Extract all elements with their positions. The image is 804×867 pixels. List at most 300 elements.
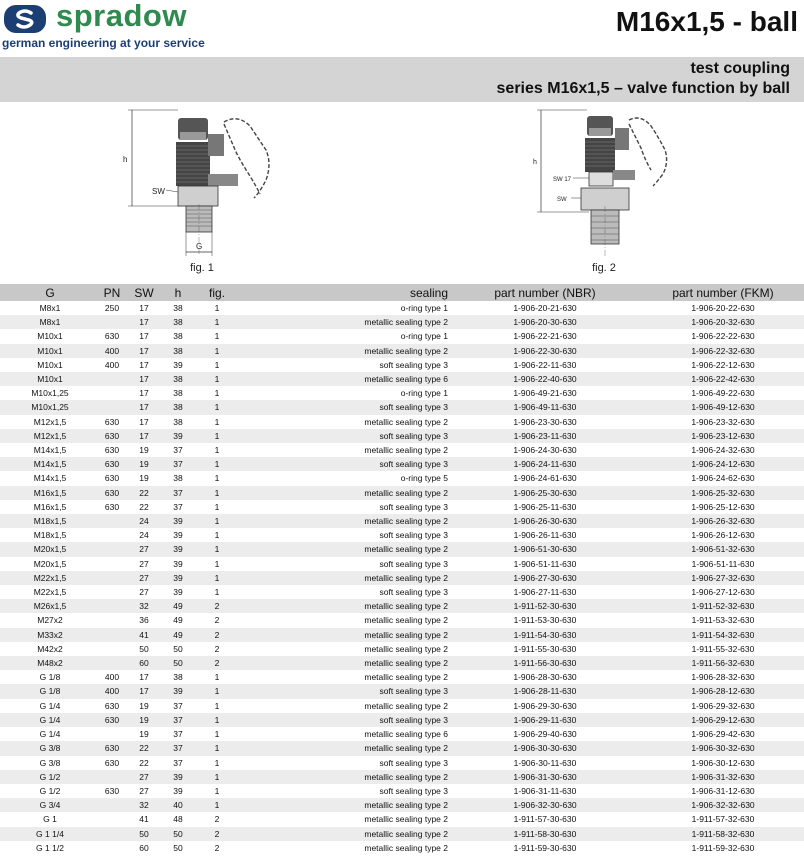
cell-sealing: metallic sealing type 2 — [364, 445, 448, 456]
cell-part-nbr: 1-906-30-30-630 — [448, 741, 642, 755]
table-row — [0, 557, 804, 571]
cell-part-fkm: 1-906-31-12-630 — [691, 785, 755, 796]
cell-fig: 2 — [214, 643, 220, 654]
cell-h: 39 — [173, 558, 183, 569]
cell-pn: 400 — [104, 359, 120, 370]
cell-g: M12x1,5 — [0, 429, 100, 443]
col-header-sw: SW — [124, 284, 164, 301]
table-row — [0, 841, 804, 855]
cell-pn — [100, 557, 124, 571]
cell-sw: 24 — [139, 530, 149, 541]
cell-part-fkm: 1-906-24-62-630 — [691, 473, 755, 484]
cell-g: G 1/8 — [0, 684, 100, 698]
cell-pn: 630 — [104, 501, 120, 512]
cell-g: M20x1,5 — [0, 542, 100, 556]
cell-sw: 27 — [124, 571, 164, 585]
table-row — [0, 500, 804, 514]
cell-fig: 1 — [214, 785, 220, 796]
cell-part-fkm: 1-906-31-32-630 — [642, 770, 804, 784]
brand-name: spradow — [56, 0, 187, 33]
cell-sw: 19 — [139, 729, 149, 740]
table-row — [0, 642, 804, 656]
cell-h: 38 — [164, 315, 192, 329]
cell-g: M27x2 — [37, 615, 63, 626]
cell-pn — [100, 585, 124, 599]
col-header-fig: fig. — [192, 284, 242, 301]
cell-g: G 1/4 — [39, 700, 61, 711]
cell-fig: 1 — [214, 359, 220, 370]
table-row — [0, 756, 804, 770]
cell-part-fkm: 1-906-23-12-630 — [642, 429, 804, 443]
table-row — [0, 301, 804, 315]
cell-sealing: metallic sealing type 2 — [242, 315, 448, 329]
cell-h: 50 — [164, 656, 192, 670]
cell-part-fkm: 1-906-27-32-630 — [642, 571, 804, 585]
table-row — [0, 514, 804, 528]
cell-h: 50 — [173, 643, 183, 654]
cell-sealing: soft sealing type 3 — [242, 429, 448, 443]
cell-pn — [100, 841, 124, 855]
cell-part-fkm: 1-906-25-12-630 — [691, 501, 755, 512]
cell-sw: 22 — [139, 501, 149, 512]
cell-pn: 400 — [100, 344, 124, 358]
cell-g: G 1 1/2 — [36, 842, 64, 853]
cell-g: G 1 1/4 — [0, 827, 100, 841]
cell-sealing: soft sealing type 3 — [379, 558, 448, 569]
table-row — [0, 386, 804, 400]
cell-sw: 36 — [139, 615, 149, 626]
cell-pn: 630 — [100, 457, 124, 471]
cell-h: 38 — [164, 400, 192, 414]
cell-g: M14x1,5 — [33, 445, 67, 456]
cell-g: M48x2 — [0, 656, 100, 670]
cell-sealing: metallic sealing type 2 — [242, 656, 448, 670]
cell-g: M12x1,5 — [33, 416, 67, 427]
cell-sealing: metallic sealing type 2 — [242, 599, 448, 613]
cell-part-nbr: 1-911-56-30-630 — [448, 656, 642, 670]
col-header-nbr: part number (NBR) — [448, 284, 642, 301]
parts-table-container — [0, 284, 804, 855]
cell-sealing: o-ring type 5 — [400, 473, 448, 484]
cell-h: 38 — [164, 372, 192, 386]
cell-fig: 1 — [192, 713, 242, 727]
cell-part-fkm: 1-906-29-42-630 — [691, 729, 755, 740]
cell-fig: 2 — [192, 599, 242, 613]
cell-part-nbr: 1-911-57-30-630 — [513, 814, 577, 825]
cell-fig: 1 — [192, 315, 242, 329]
cell-part-fkm: 1-906-26-12-630 — [691, 530, 755, 541]
cell-sw: 19 — [124, 457, 164, 471]
fig2-sw-label: SW — [557, 197, 567, 203]
cell-pn: 400 — [104, 672, 120, 683]
cell-part-nbr: 1-906-29-11-630 — [448, 713, 642, 727]
cell-part-fkm: 1-906-51-11-630 — [691, 558, 755, 569]
cell-sw: 22 — [124, 741, 164, 755]
cell-sealing: metallic sealing type 2 — [242, 741, 448, 755]
col-header-g: G — [0, 284, 100, 301]
cell-g: G 3/8 — [39, 757, 61, 768]
table-row — [0, 344, 804, 358]
cell-sw: 41 — [139, 814, 149, 825]
cell-pn — [100, 798, 124, 812]
cell-sw: 32 — [124, 798, 164, 812]
cell-fig: 1 — [192, 684, 242, 698]
cell-pn — [100, 542, 124, 556]
cell-part-fkm: 1-911-57-32-630 — [691, 814, 755, 825]
cell-pn — [100, 571, 124, 585]
cell-g: M18x1,5 — [0, 514, 100, 528]
cell-fig: 1 — [192, 344, 242, 358]
cell-g: M20x1,5 — [33, 558, 67, 569]
cell-g: M18x1,5 — [33, 530, 67, 541]
cell-sw: 22 — [139, 757, 149, 768]
cell-sealing: soft sealing type 3 — [242, 457, 448, 471]
parts-table-body — [0, 301, 804, 855]
cell-sw: 17 — [124, 315, 164, 329]
cell-sw: 17 — [124, 372, 164, 386]
cell-part-fkm: 1-911-59-32-630 — [691, 842, 755, 853]
cell-sw: 17 — [139, 331, 149, 342]
cell-fig: 1 — [214, 672, 220, 683]
cell-part-nbr: 1-906-31-30-630 — [448, 770, 642, 784]
cell-part-fkm: 1-906-24-32-630 — [691, 445, 755, 456]
cell-sw: 27 — [124, 770, 164, 784]
cell-pn — [100, 528, 124, 542]
table-row — [0, 443, 804, 457]
cell-part-nbr: 1-906-24-61-630 — [513, 473, 577, 484]
fig2-sw17-label: SW 17 — [553, 177, 572, 183]
cell-sealing: metallic sealing type 6 — [242, 372, 448, 386]
table-row — [0, 784, 804, 798]
table-row — [0, 727, 804, 741]
cell-part-fkm: 1-906-22-42-630 — [642, 372, 804, 386]
cell-sw: 17 — [139, 672, 149, 683]
cell-h: 37 — [164, 741, 192, 755]
cell-sw: 17 — [124, 400, 164, 414]
cell-h: 39 — [173, 530, 183, 541]
cell-h: 37 — [173, 501, 183, 512]
cell-part-nbr: 1-906-23-11-630 — [448, 429, 642, 443]
cell-part-fkm: 1-906-49-22-630 — [691, 388, 755, 399]
cell-sealing: metallic sealing type 2 — [242, 571, 448, 585]
cell-pn: 630 — [104, 757, 120, 768]
cell-sw: 60 — [124, 656, 164, 670]
cell-pn: 630 — [100, 486, 124, 500]
table-row — [0, 827, 804, 841]
cell-g: M33x2 — [0, 628, 100, 642]
cell-part-nbr: 1-906-24-30-630 — [513, 445, 577, 456]
cell-pn — [100, 514, 124, 528]
cell-h: 37 — [173, 700, 183, 711]
table-row — [0, 315, 804, 329]
parts-table — [0, 284, 804, 855]
cell-h: 39 — [164, 514, 192, 528]
cell-g: G 1/2 — [0, 770, 100, 784]
cell-part-nbr: 1-906-51-11-630 — [513, 558, 577, 569]
cell-part-nbr: 1-911-54-30-630 — [448, 628, 642, 642]
cell-part-fkm: 1-906-22-12-630 — [691, 359, 755, 370]
cell-part-fkm: 1-906-32-32-630 — [642, 798, 804, 812]
title-band — [0, 57, 804, 102]
cell-sealing: metallic sealing type 2 — [242, 486, 448, 500]
cell-fig: 1 — [192, 400, 242, 414]
cell-sealing: metallic sealing type 2 — [364, 643, 448, 654]
cell-sw: 17 — [139, 303, 149, 313]
cell-g: G 1/8 — [39, 672, 61, 683]
cell-sealing: soft sealing type 3 — [379, 359, 448, 370]
cell-part-nbr: 1-911-53-30-630 — [513, 615, 577, 626]
subtitle-product: test coupling — [690, 60, 790, 77]
table-row — [0, 812, 804, 826]
cell-part-fkm: 1-911-53-32-630 — [691, 615, 755, 626]
brand-tagline: german engineering at your service — [2, 36, 205, 50]
table-row — [0, 585, 804, 599]
cell-sw: 17 — [124, 344, 164, 358]
cell-pn: 400 — [100, 684, 124, 698]
table-row — [0, 571, 804, 585]
cell-sw: 19 — [139, 700, 149, 711]
cell-sw: 19 — [139, 445, 149, 456]
cell-part-nbr: 1-906-29-30-630 — [513, 700, 577, 711]
cell-part-fkm: 1-911-52-32-630 — [642, 599, 804, 613]
cell-sealing: metallic sealing type 2 — [242, 344, 448, 358]
cell-part-nbr: 1-906-25-30-630 — [448, 486, 642, 500]
cell-sealing: metallic sealing type 2 — [242, 542, 448, 556]
cell-h: 50 — [173, 842, 183, 853]
cell-h: 37 — [164, 486, 192, 500]
cell-pn — [100, 827, 124, 841]
table-row — [0, 542, 804, 556]
cell-g: M22x1,5 — [0, 571, 100, 585]
cell-g: G 1 — [43, 814, 57, 825]
subtitle-series: series M16x1,5 – valve function by ball — [496, 80, 790, 97]
cell-g: M26x1,5 — [0, 599, 100, 613]
cell-fig: 1 — [192, 429, 242, 443]
cell-fig: 1 — [214, 700, 220, 711]
cell-fig: 1 — [192, 542, 242, 556]
cell-part-fkm: 1-906-25-32-630 — [642, 486, 804, 500]
cell-h: 39 — [164, 770, 192, 784]
cell-h: 39 — [164, 684, 192, 698]
cell-fig: 1 — [214, 445, 220, 456]
cell-g: M10x1 — [0, 372, 100, 386]
cell-h: 38 — [173, 303, 183, 313]
cell-part-fkm: 1-911-54-32-630 — [642, 628, 804, 642]
cell-h: 38 — [173, 473, 183, 484]
cell-fig: 2 — [214, 814, 220, 825]
cell-part-fkm: 1-906-51-32-630 — [642, 542, 804, 556]
cell-fig: 1 — [214, 416, 220, 427]
table-row — [0, 684, 804, 698]
cell-fig: 1 — [214, 729, 220, 740]
cell-g: M16x1,5 — [0, 486, 100, 500]
cell-h: 38 — [173, 416, 183, 427]
cell-h: 37 — [173, 757, 183, 768]
cell-g: M10x1,25 — [31, 388, 69, 399]
cell-part-fkm: 1-906-20-22-630 — [691, 303, 755, 313]
cell-g: G 3/8 — [0, 741, 100, 755]
table-row — [0, 528, 804, 542]
cell-part-fkm: 1-906-29-12-630 — [642, 713, 804, 727]
cell-part-fkm: 1-906-28-12-630 — [642, 684, 804, 698]
cell-fig: 1 — [214, 558, 220, 569]
cell-sw: 27 — [124, 542, 164, 556]
table-row — [0, 656, 804, 670]
cell-pn — [100, 628, 124, 642]
cell-pn: 250 — [104, 303, 120, 313]
cell-pn — [100, 372, 124, 386]
cell-h: 39 — [173, 785, 183, 796]
cell-g: G 1/2 — [39, 785, 61, 796]
cell-part-nbr: 1-906-28-30-630 — [513, 672, 577, 683]
cell-pn: 630 — [100, 429, 124, 443]
header — [0, 0, 804, 56]
cell-h: 37 — [173, 445, 183, 456]
cell-part-fkm: 1-906-29-32-630 — [691, 700, 755, 711]
cell-part-nbr: 1-906-32-30-630 — [448, 798, 642, 812]
cell-part-nbr: 1-906-49-11-630 — [448, 400, 642, 414]
cell-part-nbr: 1-906-26-30-630 — [448, 514, 642, 528]
cell-fig: 2 — [192, 628, 242, 642]
cell-sw: 17 — [139, 416, 149, 427]
cell-h: 38 — [173, 672, 183, 683]
cell-part-fkm: 1-906-27-12-630 — [691, 587, 755, 598]
cell-pn — [100, 656, 124, 670]
cell-part-fkm: 1-906-24-12-630 — [642, 457, 804, 471]
col-header-pn: PN — [100, 284, 124, 301]
table-row — [0, 486, 804, 500]
cell-sealing: metallic sealing type 2 — [364, 700, 448, 711]
cell-g: M10x1,25 — [0, 400, 100, 414]
cell-g: G 1/4 — [0, 713, 100, 727]
cell-pn — [100, 400, 124, 414]
cell-sealing: metallic sealing type 6 — [364, 729, 448, 740]
cell-sealing: soft sealing type 3 — [379, 785, 448, 796]
table-row — [0, 613, 804, 627]
cell-part-fkm: 1-906-22-22-630 — [691, 331, 755, 342]
cell-pn: 630 — [104, 473, 120, 484]
table-row — [0, 457, 804, 471]
cell-fig: 1 — [192, 798, 242, 812]
cell-h: 49 — [173, 615, 183, 626]
cell-fig: 1 — [214, 757, 220, 768]
table-row — [0, 400, 804, 414]
cell-part-fkm: 1-911-56-32-630 — [642, 656, 804, 670]
fig2-h-label: h — [533, 159, 537, 166]
cell-part-nbr: 1-906-49-21-630 — [513, 388, 577, 399]
cell-h: 38 — [173, 331, 183, 342]
cell-sealing: metallic sealing type 2 — [364, 416, 448, 427]
cell-h: 39 — [173, 587, 183, 598]
fig1-sw-label: SW — [152, 187, 165, 196]
cell-h: 50 — [164, 827, 192, 841]
figure-2-drawing — [525, 106, 690, 276]
table-row — [0, 358, 804, 372]
col-header-sealing: sealing — [242, 284, 448, 301]
col-header-fkm: part number (FKM) — [642, 284, 804, 301]
cell-sw: 17 — [124, 429, 164, 443]
cell-part-nbr: 1-911-59-30-630 — [513, 842, 577, 853]
cell-part-nbr: 1-906-22-11-630 — [513, 359, 577, 370]
cell-h: 37 — [173, 729, 183, 740]
cell-pn: 630 — [104, 445, 120, 456]
table-row — [0, 429, 804, 443]
cell-part-fkm: 1-906-28-32-630 — [691, 672, 755, 683]
cell-h: 49 — [164, 599, 192, 613]
cell-sealing: metallic sealing type 2 — [242, 628, 448, 642]
cell-sw: 22 — [124, 486, 164, 500]
cell-fig: 1 — [192, 571, 242, 585]
cell-g: M10x1 — [37, 359, 63, 370]
cell-pn — [100, 315, 124, 329]
cell-g: M42x2 — [37, 643, 63, 654]
cell-h: 38 — [164, 344, 192, 358]
cell-part-nbr: 1-906-20-21-630 — [513, 303, 577, 313]
col-header-h: h — [164, 284, 192, 301]
cell-part-nbr: 1-906-26-11-630 — [513, 530, 577, 541]
cell-sealing: soft sealing type 3 — [379, 587, 448, 598]
cell-g: M8x1 — [39, 303, 61, 313]
cell-sw: 50 — [124, 827, 164, 841]
cell-g: M14x1,5 — [0, 457, 100, 471]
cell-h: 37 — [164, 457, 192, 471]
cell-fig: 2 — [192, 656, 242, 670]
cell-h: 39 — [164, 429, 192, 443]
cell-g: M14x1,5 — [33, 473, 67, 484]
cell-sw: 60 — [139, 842, 149, 853]
cell-g: M22x1,5 — [33, 587, 67, 598]
cell-sealing: soft sealing type 3 — [242, 684, 448, 698]
cell-part-nbr: 1-906-27-30-630 — [448, 571, 642, 585]
cell-fig: 1 — [214, 331, 220, 342]
cell-sw: 27 — [139, 587, 149, 598]
cell-part-fkm: 1-906-26-32-630 — [642, 514, 804, 528]
cell-h: 39 — [164, 571, 192, 585]
cell-h: 39 — [164, 542, 192, 556]
cell-pn — [100, 727, 124, 741]
cell-fig: 1 — [192, 741, 242, 755]
table-row — [0, 415, 804, 429]
cell-fig: 1 — [214, 587, 220, 598]
cell-sealing: metallic sealing type 2 — [242, 514, 448, 528]
cell-part-fkm: 1-906-23-32-630 — [691, 416, 755, 427]
cell-fig: 1 — [214, 303, 220, 313]
cell-part-nbr: 1-906-22-40-630 — [448, 372, 642, 386]
table-row — [0, 329, 804, 343]
cell-part-fkm: 1-911-55-32-630 — [691, 643, 755, 654]
cell-sealing: metallic sealing type 2 — [242, 827, 448, 841]
cell-part-nbr: 1-906-28-11-630 — [448, 684, 642, 698]
table-row — [0, 713, 804, 727]
table-row — [0, 699, 804, 713]
cell-fig: 2 — [214, 615, 220, 626]
cell-sealing: metallic sealing type 2 — [364, 615, 448, 626]
cell-sealing: metallic sealing type 2 — [364, 842, 448, 853]
cell-part-fkm: 1-906-49-12-630 — [642, 400, 804, 414]
cell-pn: 630 — [104, 416, 120, 427]
cell-sealing: soft sealing type 3 — [379, 530, 448, 541]
cell-pn — [100, 642, 124, 656]
page-title: M16x1,5 - ball — [615, 6, 798, 37]
cell-pn — [100, 386, 124, 400]
cell-fig: 1 — [192, 514, 242, 528]
cell-sw: 19 — [139, 473, 149, 484]
table-row — [0, 372, 804, 386]
cell-fig: 1 — [192, 372, 242, 386]
cell-part-nbr: 1-906-27-11-630 — [513, 587, 577, 598]
cell-part-nbr: 1-906-22-30-630 — [448, 344, 642, 358]
cell-sw: 41 — [124, 628, 164, 642]
